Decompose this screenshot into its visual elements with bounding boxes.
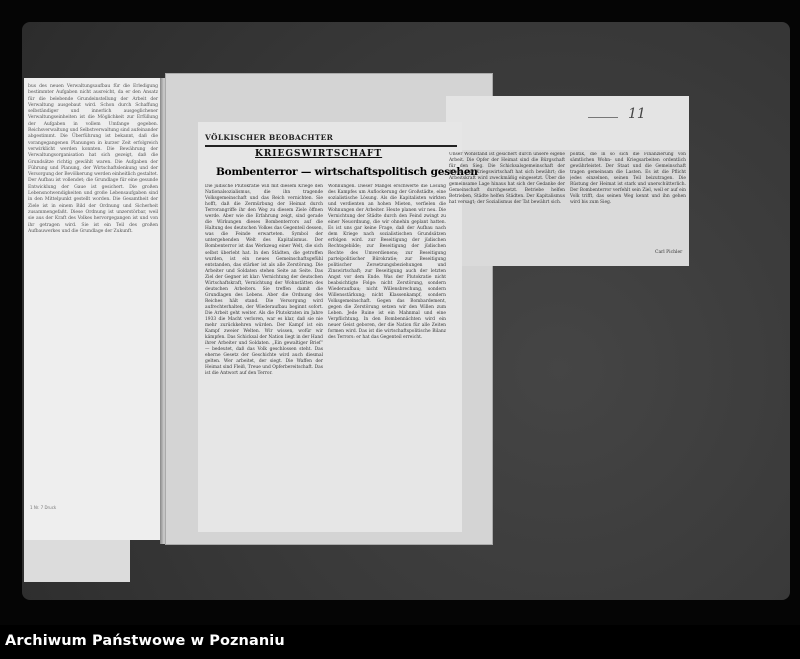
film-border-top	[0, 0, 800, 22]
article-column-4: politik, die in so sich die Finanzierung von sämtlichen Wohn- und Kriegsarbeiten ordentlich gewährleistet. Der Staat und die Gemeinschaft tragen gemeinsam die Lasten. Es ist die Pflicht jedes einzelnen, seinen Teil beizutragen. Die Rüstung der Heimat ist stark und unerschütterlich. Der Bombenterror verfehlt sein Ziel, weil er auf ein Volk trifft, das seinen Weg kennt und ihn gehen wird bis zum Sieg.	[570, 152, 686, 206]
masthead-rule	[205, 145, 457, 147]
film-border-right	[790, 0, 800, 625]
article-column-3: Unser Wohlstand ist gesichert durch unsere eigene Arbeit. Die Opfer der Heimat sind die Bürgschaft für den Sieg. Die Schicksalsgemeinschaft der Arbeit. Die Kriegswirtschaft hat sich bewährt; die Arbeitskraft wird zweckmäßig eingesetzt. Über die gemeinsame Lage hinaus hat sich der Gedanke der Gemeinschaft durchgesetzt. Betriebe helfen Betrieben, Städte helfen Städten. Der Kapitalismus hat versagt; der Sozialismus der Tat bewährt sich.	[449, 152, 565, 206]
article-column-2: Wohnungen. Dieser Mangel erschwerte die Lösung des Kampfes um Auflockerung der Großstädte, eine sozialistische Lösung. Als die Kapitalisten wirkten und verdienten an hohen Mieten, verfielen die Wohnungen der Arbeiter. Heute planen wir neu. Die Vernichtung der Städte durch den Feind zwingt zu einer Neuordnung, die wir ohnehin geplant hatten. Es ist uns gar keine Frage, daß der Aufbau nach dem Kriege nach sozialistischen Grundsätzen erfolgen wird. zur Beseitigung der jüdischen Rechtsgebilde; zur Beseitigung der jüdischen Rechte des Umverdienens; zur Beseitigung parteipolitischer Bürokratie; zur Beseitigung politischer Zersetzungsbeziehungen und Zinswirtschaft; zur Beseitigung auch der letzten Angst vor dem Ende. Was der Plutokratie nicht beabsichtigte Folge: nicht Zerstörung, sondern Wiederaufbau; nicht Willensbrechung, sondern Willensstärkung; nicht Klassenkampf, sondern Volksgemeinschaft. Gegen das Bombardement, gegen die Zerstörung setzen wir den Willen zum Leben. Jede Ruine ist ein Mahnmal und eine Verpflichtung. In den Bombennächten wird ein neuer Geist geboren, der die Nation für alle Zeiten formen wird. Das ist die wirtschaftspolitische Bilanz des Terrors: er hat das Gegenteil erreicht.	[328, 184, 446, 341]
film-border-left	[0, 0, 22, 625]
article-headline: Bombenterror — wirtschaftspolitisch gesehen	[216, 166, 478, 178]
article-signature: Carl Pichler	[655, 250, 683, 255]
section-heading: KRIEGSWIRTSCHAFT	[255, 149, 383, 159]
pencil-dash	[588, 117, 618, 118]
underlying-sheet	[24, 540, 130, 582]
left-book-page	[24, 78, 162, 540]
archive-footer	[0, 625, 800, 659]
left-page-number: 1 Nr. 7 Druck	[30, 505, 57, 510]
newspaper-title: VÖLKISCHER BEOBACHTER	[205, 133, 334, 142]
continuation-header-area	[446, 96, 689, 150]
archive-label: Archiwum Państwowe w Poznaniu	[5, 633, 285, 649]
left-page-text: bus des neuen Verwaltungsaufbau für die Erledigung bestimmter Aufgaben nicht ausreicht, da er den Ansatz für die belebende Grundeinstellung der Arbeit der Verwaltung ausgebaut wird. Schon durch Schaffung selbständiger und innerlich ausgeglichener Verwaltungseinheiten ist die Möglichkeit zur Erfüllung der Aufgaben in vollem Umfange gegeben. Reichsverwaltung und Selbstverwaltung sind aufeinander abgestimmt. Die Überführung ist bekannt, daß die vorangegangenen Planungen in kurzer Zeit erfolgreich verwirklicht werden konnten. Die Bewährung der Verwaltungsorganisation hat sich gezeigt, daß die Grundsätze richtig gewählt waren. Die Aufgaben der Führung und Planung, der Wirtschaftslenkung und der Versorgung der Bevölkerung werden einheitlich gestaltet. Der Aufbau ist vollendet; die Grundlage für eine gesunde Entwicklung der Gaue ist gesichert. Die großen Lebensnotwendigkeiten und große Lebensaufgaben sind in den Mittelpunkt gestellt worden. Die Gesamtheit der Ziele ist in einem Bild der Ordnung und Sicherheit zusammengefaßt. Diese Ordnung ist unzerstörbar, weil sie aus der Kraft des Volkes hervorgegangen ist und von ihr getragen wird. Sie ist ein Teil des großen Aufbauwerkes und die Grundlage der Zukunft.	[28, 84, 158, 234]
handwritten-page-number: 11	[628, 106, 646, 122]
article-column-1: Die jüdische Plutokratie will mit diesem Kriege den Nationalsozialismus, die ihn tragende Volksgemeinschaft und das Reich vernichten. Sie hofft, daß die Zermürbung der Heimat durch Terrorangriffe ihr den Weg zu diesem Ziele öffnen werde. Aber wie die Erfahrung zeigt, sind gerade die Wirkungen dieses Bombenterrors auf die Haltung des deutschen Volkes das Gegenteil dessen, was die Feinde erwarteten. Symbol der untergehenden Welt des Kapitalismus. Der Bombenterror ist das Werkzeug einer Welt, die sich selbst überlebt hat. In den Städten, die getroffen wurden, ist ein neues Gemeinschaftsgefühl entstanden, das stärker ist als alle Zerstörung. Die Arbeiter und Soldaten stehen Seite an Seite. Das Ziel der Gegner ist klar: Vernichtung der deutschen Wirtschaftskraft, Vernichtung der Wohnstätten des deutschen Arbeiters. Sie treffen damit die Grundlagen des Lebens. Aber die Ordnung des Reiches hält stand. Die Versorgung wird aufrechterhalten, der Wiederaufbau beginnt sofort. Die Arbeit geht weiter. Als die Plutokraten im Jahre 1933 die Macht verloren, war es klar, daß sie nie mehr zurückkehren würden. Der Kampf ist ein Kampf zweier Welten. Wir wissen, wofür wir kämpfen. Das Schicksal der Nation liegt in der Hand ihrer Arbeiter und Soldaten. „Ein gewaltiger Brief“ — bedeutet, daß das Volk geschlossen steht. Das eherne Gesetz der Geschichte wird auch diesmal gelten. Wer arbeitet, der siegt. Die Waffen der Heimat sind Fleiß, Treue und Opferbereitschaft. Das ist die Antwort auf den Terror.	[205, 184, 323, 377]
